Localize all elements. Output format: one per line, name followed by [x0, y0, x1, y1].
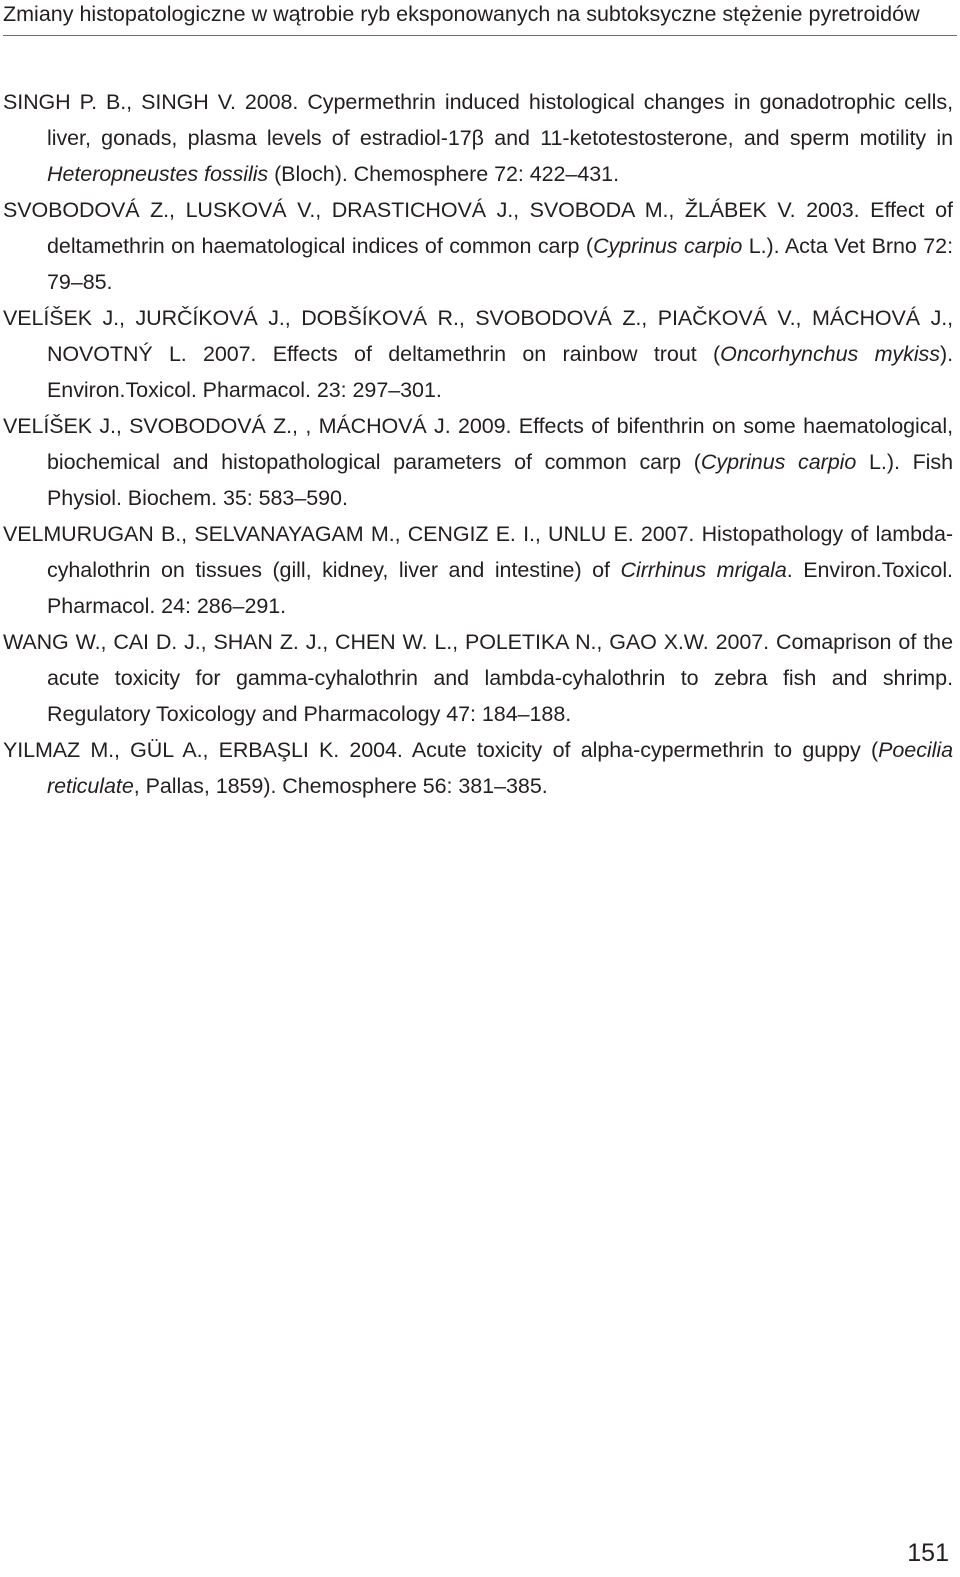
reference-entry — [3, 624, 953, 732]
reference-authors: WANG W., CAI D. J., SHAN Z. J., CHEN W. L., POLETIKA N., GAO X.W. 2007. — [3, 630, 769, 654]
reference-text-end: ). Environ.Toxicol. Pharmacol. 23: 297–301. — [47, 342, 953, 402]
reference-species: Cyprinus carpio — [700, 450, 857, 474]
page-number: 151 — [907, 1539, 949, 1567]
reference-species: Cyprinus carpio — [593, 234, 743, 258]
reference-text: Histopathology of lambda-cyhalothrin on tissues (gill, kidney, liver and intestine) of — [47, 522, 953, 582]
reference-text-end: (Bloch). Chemosphere 72: 422–431. — [268, 162, 620, 186]
reference-entry — [3, 192, 953, 300]
reference-entry — [3, 732, 953, 804]
reference-entry — [3, 84, 953, 192]
reference-text: Comaprison of the acute toxicity for gamma-cyhalothrin and lambda-cyhalothrin to zebra fish and shrimp. Regulatory Toxicology and Pharmacology 47: 184–188. — [47, 630, 954, 726]
running-header: Zmiany histopatologiczne w wątrobie ryb eksponowanych na subtoksyczne stężenie pyretroidów — [3, 2, 920, 26]
reference-authors: SVOBODOVÁ Z., LUSKOVÁ V., DRASTICHOVÁ J., SVOBODA M., ŽLÁBEK V. 2003. — [3, 198, 860, 222]
reference-text-end: . Environ.Toxicol. Pharmacol. 24: 286–291. — [47, 558, 953, 618]
reference-authors: VELÍŠEK J., JURČÍKOVÁ J., DOBŠÍKOVÁ R., SVOBODOVÁ Z., PIAČKOVÁ V., MÁCHOVÁ J., NOVOTNÝ L. 2007. — [3, 306, 953, 366]
reference-text-end: L.). Fish Physiol. Biochem. 35: 583–590. — [47, 450, 953, 510]
reference-species: Poecilia reticulate — [47, 738, 954, 798]
reference-authors: VELMURUGAN B., SELVANAYAGAM M., CENGIZ E. I., UNLU E. 2007. — [3, 522, 695, 546]
reference-text-end: , Pallas, 1859). Chemosphere 56: 381–385. — [133, 774, 548, 798]
reference-text: Effects of deltamethrin on rainbow trout ( — [256, 342, 721, 366]
header-divider — [3, 35, 957, 36]
reference-text: Cypermethrin induced histological changes in gonadotrophic cells, liver, gonads, plasma levels of estradiol-17β and 11-ketotestosterone, and sperm motility in — [47, 90, 953, 150]
reference-text: Effect of deltamethrin on haematological indices of common carp ( — [47, 198, 953, 258]
reference-text: Acute toxicity of alpha-cypermethrin to guppy ( — [402, 738, 879, 762]
reference-list — [3, 84, 953, 804]
reference-species: Cirrhinus mrigala — [620, 558, 787, 582]
reference-authors: SINGH P. B., SINGH V. 2008. — [3, 90, 299, 114]
reference-species: Oncorhynchus mykiss — [720, 342, 940, 366]
reference-authors: YILMAZ M., GÜL A., ERBAŞLI K. 2004. — [3, 738, 403, 762]
reference-entry — [3, 408, 953, 516]
reference-entry — [3, 300, 953, 408]
reference-authors: VELÍŠEK J., SVOBODOVÁ Z., , MÁCHOVÁ J. 2009. — [3, 414, 512, 438]
reference-species: Heteropneustes fossilis — [47, 162, 269, 186]
reference-entry — [3, 516, 953, 624]
reference-text: Effects of bifenthrin on some haematological, biochemical and histopathological parameters of common carp ( — [47, 414, 953, 474]
reference-text-end: L.). Acta Vet Brno 72: 79–85. — [47, 234, 953, 294]
